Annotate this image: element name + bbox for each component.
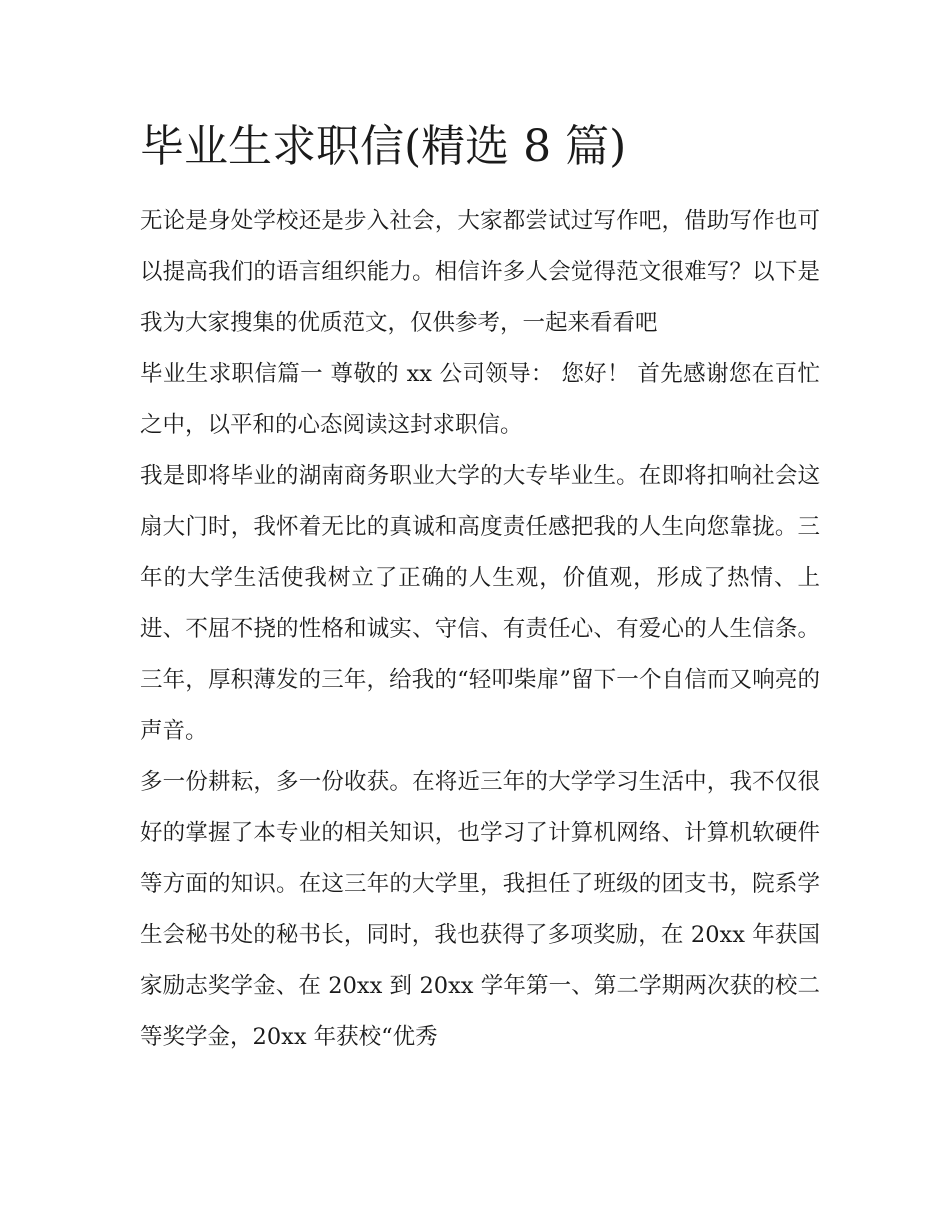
letter-introduction-paragraph: 我是即将毕业的湖南商务职业大学的大专毕业生。在即将扣响社会这扇大门时，我怀着无比的真诚和高度责任感把我的人生向您靠拢。三年的大学生活使我树立了正确的人生观，价值观，形成了热情、上进、不屈不挠的性格和诚实、守信、有责任心、有爱心的人生信条。三年，厚积薄发的三年，给我的“轻叩柴扉”留下一个自信而又响亮的声音。 (140, 463, 820, 744)
intro-paragraph: 无论是身处学校还是步入社会，大家都尝试过写作吧，借助写作也可以提高我们的语言组织能力。相信许多人会觉得范文很难写？以下是我为大家搜集的优质范文，仅供参考，一起来看看吧 (140, 208, 820, 336)
document-title: 毕业生求职信(精选 8 篇) (140, 121, 627, 172)
document-body (140, 112, 820, 1063)
letter-greeting-paragraph: 毕业生求职信篇一 尊敬的 xx 公司领导： 您好！ 首先感谢您在百忙之中，以平和的心态阅读这封求职信。 (140, 361, 820, 438)
letter-achievements-paragraph: 多一份耕耘，多一份收获。在将近三年的大学学习生活中，我不仅很好的掌握了本专业的相关知识，也学习了计算机网络、计算机软硬件等方面的知识。在这三年的大学里，我担任了班级的团支书，院系学生会秘书处的秘书长，同时，我也获得了多项奖励，在 20xx 年获国家励志奖学金、在 20xx 到 20xx 学年第一、第二学期两次获的校二等奖学金，20xx 年获校“优秀 (140, 769, 820, 1050)
